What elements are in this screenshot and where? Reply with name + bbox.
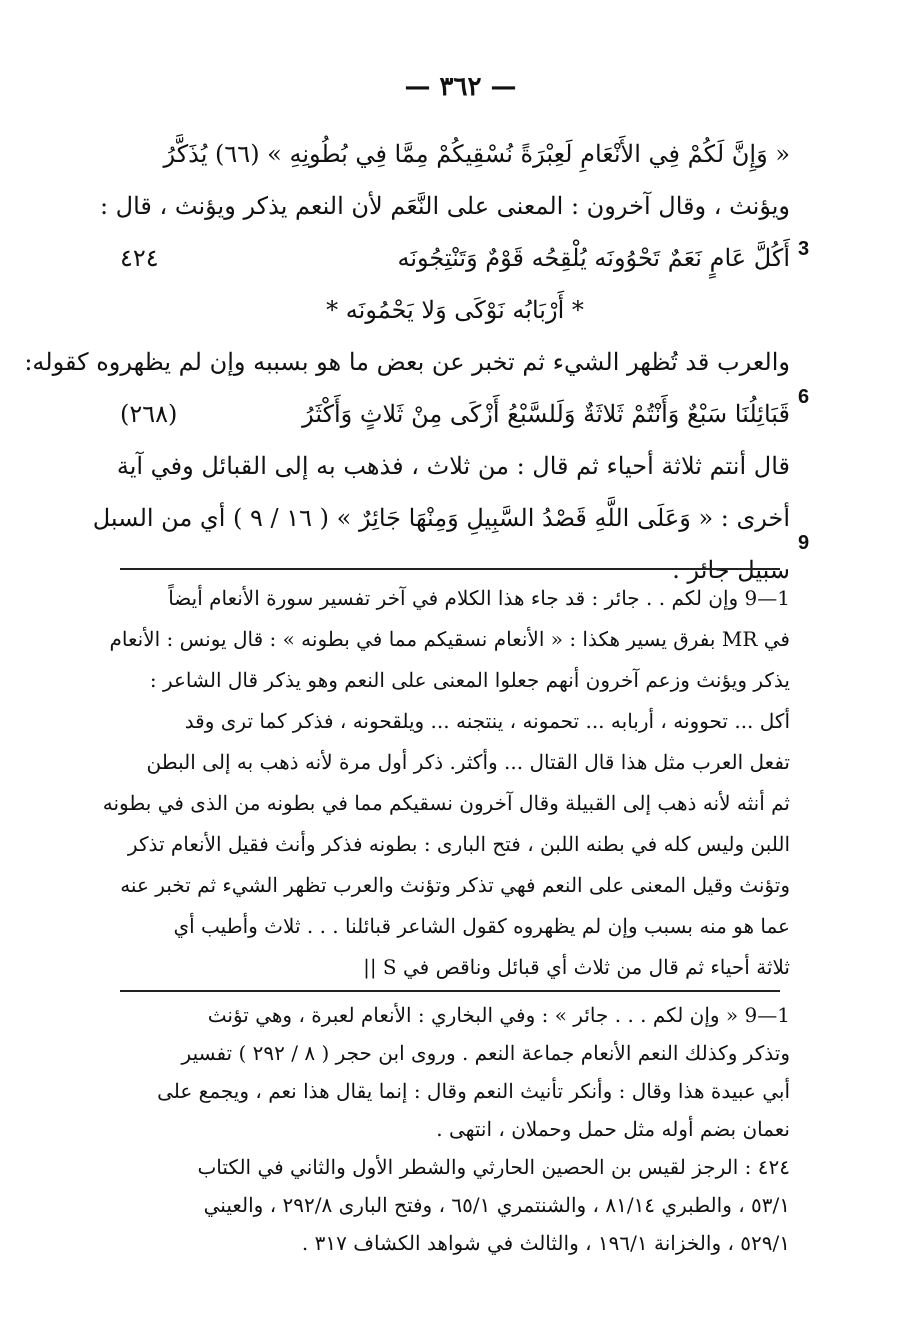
text-line: أخرى : « وَعَلَى اللَّهِ قَصْدُ السَّبِيلِ وَمِنْهَا جَائِرٌ » ( ١٦ / ٩ ) أي من السبل — [92, 504, 790, 532]
note-line: أكل ... تحوونه ، أربابه ... تحمونه ، ينتجنه ... ويلقحونه ، فذكر كما ترى وقد — [184, 709, 790, 733]
note-line: أبي عبيدة هذا وقال : وأنكر تأنيث النعم وقال : إنما يقال هذا نعم ، ويجمع على — [157, 1079, 790, 1103]
text-line: قال أنتم ثلاثة أحياء ثم قال : من ثلاث ، فذهب به إلى القبائل وفي آية — [116, 452, 790, 480]
verse-line: * أَرْبَابُه نَوْكَى وَلا يَحْمُونَه * — [326, 296, 584, 324]
verse-number: ٤٢٤ — [120, 244, 159, 272]
note-line: 1—9 وإن لكم . . جائر : قد جاء هذا الكلام في آخر تفسير سورة الأنعام أيضاً — [168, 586, 790, 610]
note-line: تفعل العرب مثل هذا قال القتال ... وأكثر. ذكر أول مرة لأنه ذهب به إلى البطن — [146, 750, 790, 774]
note-line: اللبن وليس كله في بطنه اللبن ، فتح البارى : بطونه فذكر وأنث فقيل الأنعام تذكر — [127, 832, 790, 856]
text-line: « وَإِنَّ لَكُمْ فِي الأَنْعَامِ لَعِبْرَةً نُسْقِيكُمْ مِمَّا فِي بُطُونِهِ » (٦٦) يُذَكَّرُ — [163, 140, 790, 168]
note-line: ثلاثة أحياء ثم قال من ثلاث أي قبائل وناقص في S || — [363, 955, 790, 979]
note-line: ٥٣/١ ، والطبري ٨١/١٤ ، والشنتمري ٦٥/١ ، وفتح البارى ٢٩٢/٨ ، والعيني — [203, 1193, 790, 1217]
note-line: ٥٢٩/١ ، والخزانة ١٩٦/١ ، والثالث في شواهد الكشاف ٣١٧ . — [301, 1231, 790, 1255]
note-line: 1—9 « وإن لكم . . . جائر » : وفي البخاري : الأنعام لعبرة ، وهي تؤنث — [207, 1003, 790, 1027]
margin-line-number-6: 6 — [798, 386, 810, 408]
footnote-divider — [120, 568, 780, 570]
note-line: وتذكر وكذلك النعم الأنعام جماعة النعم . وروى ابن حجر ( ٨ / ٢٩٢ ) تفسير — [181, 1041, 790, 1065]
note-line: نعمان بضم أوله مثل حمل وحملان ، انتهى . — [436, 1117, 790, 1141]
verse-line — [120, 388, 790, 440]
margin-line-number-9: 9 — [798, 532, 810, 554]
verse-line — [120, 232, 790, 284]
text-line: سبيل جائر . — [672, 556, 790, 584]
note-line: يذكر ويؤنث وزعم آخرون أنهم جعلوا المعنى على النعم وهو يذكر قال الشاعر : — [149, 668, 790, 692]
note-line: عما هو منه بسبب وإن لم يظهروه كقول الشاعر قبائلنا . . . ثلاث وأطيب أي — [173, 914, 790, 938]
text-line: ويؤنث ، وقال آخرون : المعنى على النَّعَم لأن النعم يذكر ويؤنث ، قال : — [99, 192, 790, 220]
note-line: وتؤنث وقيل المعنى على النعم فهي تذكر وتؤنث والعرب تظهر الشيء ثم تخبر عنه — [120, 873, 790, 897]
footnote-divider — [120, 990, 780, 992]
margin-line-number-3: 3 — [798, 238, 810, 260]
explanatory-notes — [120, 996, 790, 1262]
verse-text: أَكُلَّ عَامٍ نَعَمٌ تَحْوُونَه يُلْقِحُه قَوْمٌ وَتَنْتِجُونَه — [397, 244, 790, 272]
verse-text: قَبَائِلُنَا سَبْعٌ وَأَنْتُمْ ثَلاثَةٌ وَلَلسَّبْعُ أَزْكَى مِنْ ثَلاثٍ وَأَكْثَرُ — [302, 400, 790, 428]
main-text — [24, 128, 790, 596]
note-line: ثم أنثه لأنه ذهب إلى القبيلة وقال آخرون نسقيكم مما في بطونه من الذى في بطونه — [102, 791, 790, 815]
note-line: ٤٢٤ : الرجز لقيس بن الحصين الحارثي والشطر الأول والثاني في الكتاب — [197, 1155, 790, 1179]
text-line: والعرب قد تُظهر الشيء ثم تخبر عن بعض ما هو بسببه وإن لم يظهروه كقوله: — [24, 348, 790, 376]
note-line: في MR بفرق يسير هكذا : « الأنعام نسقيكم مما في بطونه » : قال يونس : الأنعام — [109, 627, 790, 651]
page-number: — ٣٦٢ — — [404, 72, 517, 102]
verse-number: (٢٦٨) — [120, 400, 178, 428]
apparatus-notes — [102, 578, 790, 988]
